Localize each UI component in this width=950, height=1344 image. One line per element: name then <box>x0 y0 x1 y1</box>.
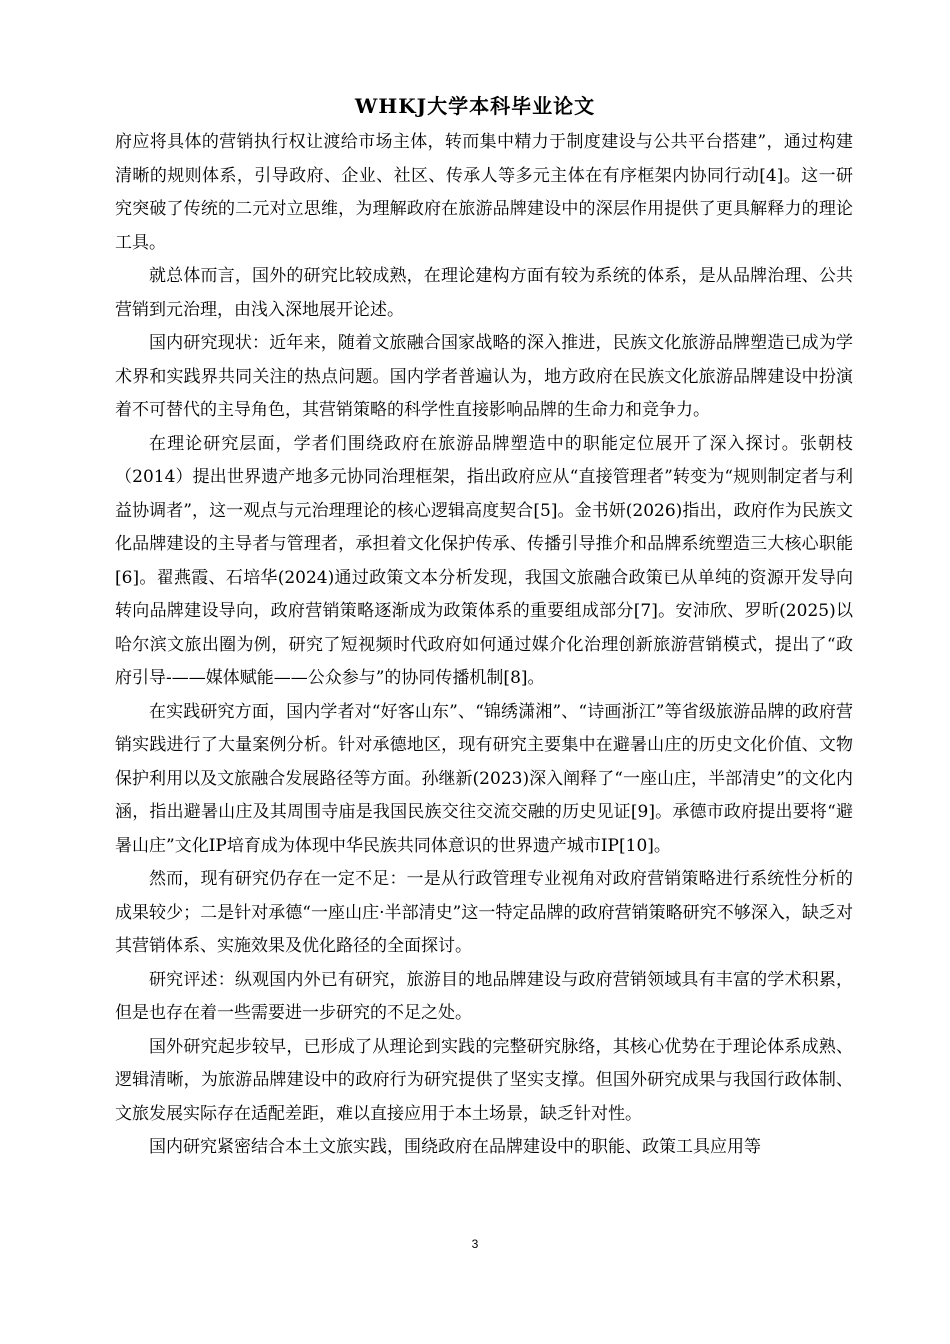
body-text <box>115 126 853 1165</box>
paragraph-3: 国内研究现状：近年来，随着文旅融合国家战略的深入推进，民族文化旅游品牌塑造已成为学术界和实践界共同关注的热点问题。国内学者普遍认为，地方政府在民族文化旅游品牌建设中扮演着不可替代的主导角色，其营销策略的科学性直接影响品牌的生命力和竞争力。 <box>115 333 853 420</box>
paragraph-5: 在实践研究方面，国内学者对“好客山东”、“锦绣潇湘”、“诗画浙江”等省级旅游品牌的政府营销实践进行了大量案例分析。针对承德地区，现有研究主要集中在避暑山庄的历史文化价值、文物保护利用以及文旅融合发展路径等方面。孙继新(2023)深入阐释了“一座山庄，半部清史”的文化内涵，指出避暑山庄及其周围寺庙是我国民族交往交流交融的历史见证[9]。承德市政府提出要将“避暑山庄”文化IP培育成为体现中华民族共同体意识的世界遗产城市IP[10]。 <box>115 701 853 856</box>
paragraph-2: 就总体而言，国外的研究比较成熟，在理论建构方面有较为系统的体系，是从品牌治理、公共营销到元治理，由浅入深地展开论述。 <box>115 266 853 320</box>
paragraph-8: 国外研究起步较早，已形成了从理论到实践的完整研究脉络，其核心优势在于理论体系成熟、逻辑清晰，为旅游品牌建设中的政府行为研究提供了坚实支撑。但国外研究成果与我国行政体制、文旅发展实际存在适配差距，难以直接应用于本土场景，缺乏针对性。 <box>115 1036 853 1124</box>
paragraph-6: 然而，现有研究仍存在一定不足：一是从行政管理专业视角对政府营销策略进行系统性分析的成果较少；二是针对承德“一座山庄·半部清史”这一特定品牌的政府营销策略研究不够深入，缺乏对其营销体系、实施效果及优化路径的全面探讨。 <box>115 869 853 956</box>
page-number: 3 <box>471 1237 479 1251</box>
page-header-title: WHKJ大学本科毕业论文 <box>354 94 596 118</box>
paragraph-7: 研究评述：纵观国内外已有研究，旅游目的地品牌建设与政府营销领域具有丰富的学术积累，但是也存在着一些需要进一步研究的不足之处。 <box>115 969 853 1023</box>
paragraph-1: 府应将具体的营销执行权让渡给市场主体，转而集中精力于制度建设与公共平台搭建”，通过构建清晰的规则体系，引导政府、企业、社区、传承人等多元主体在有序框架内协同行动[4]。这一研究突破了传统的二元对立思维，为理解政府在旅游品牌建设中的深层作用提供了更具解释力的理论工具。 <box>115 132 853 253</box>
paragraph-4: 在理论研究层面，学者们围绕政府在旅游品牌塑造中的职能定位展开了深入探讨。张朝枝（2014）提出世界遗产地多元协同治理框架，指出政府应从“直接管理者”转变为“规则制定者与利益协调者”，这一观点与元治理理论的核心逻辑高度契合[5]。金书妍(2026)指出，政府作为民族文化品牌建设的主导者与管理者，承担着文化保护传承、传播引导推介和品牌系统塑造三大核心职能[6]。翟燕霞、石培华(2024)通过政策文本分析发现，我国文旅融合政策已从单纯的资源开发导向转向品牌建设导向，政府营销策略逐渐成为政策体系的重要组成部分[7]。安沛欣、罗昕(2025)以哈尔滨文旅出圈为例，研究了短视频时代政府如何通过媒介化治理创新旅游营销模式，提出了“政府引导-——媒体赋能——公众参与”的协同传播机制[8]。 <box>115 433 853 688</box>
paragraph-9: 国内研究紧密结合本土文旅实践，围绕政府在品牌建设中的职能、政策工具应用等 <box>149 1137 761 1157</box>
